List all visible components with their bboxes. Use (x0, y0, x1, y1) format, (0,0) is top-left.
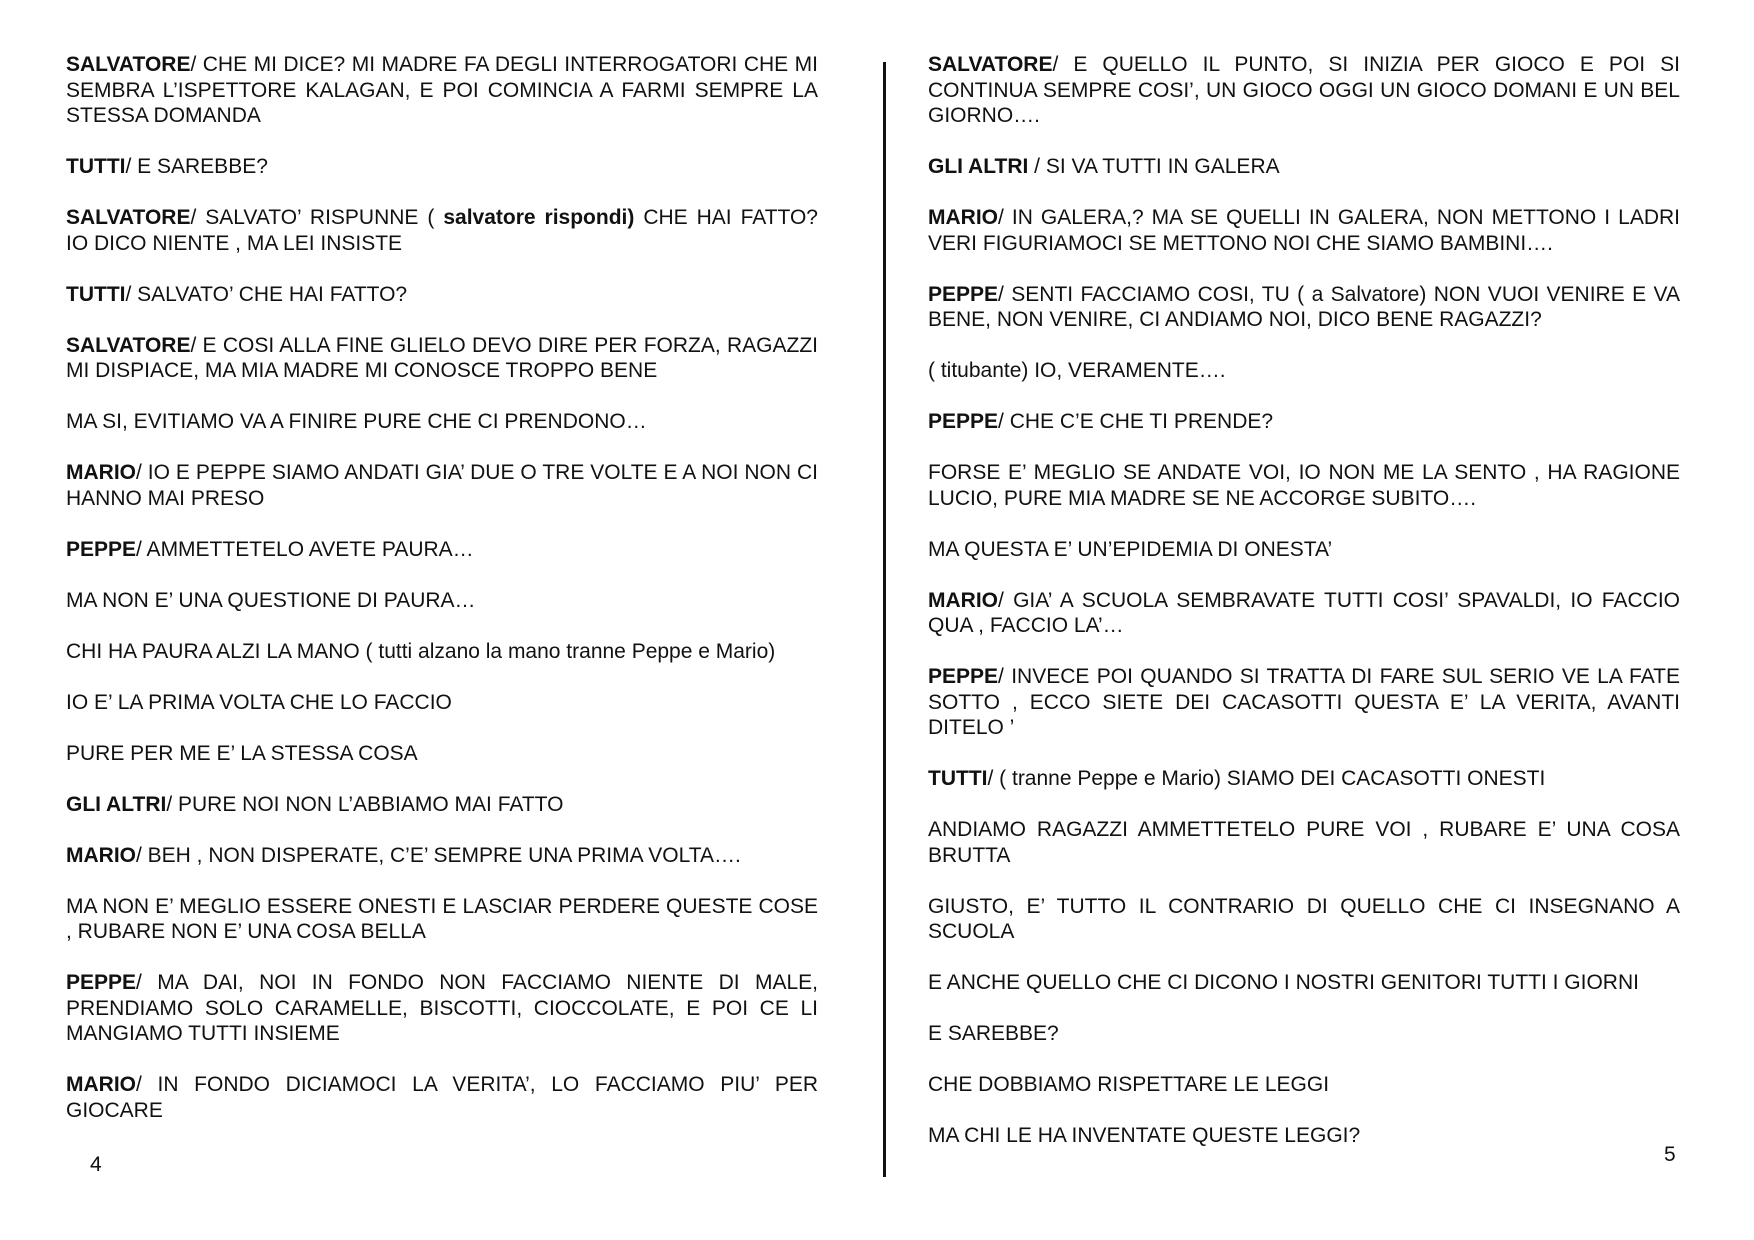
dialogue-line (66, 52, 818, 129)
dialogue-line (66, 970, 818, 1047)
dialogue-line (66, 409, 818, 435)
line-text: ANDIAMO RAGAZZI AMMETTETELO PURE VOI , RUBARE E’ UNA COSA BRUTTA (928, 818, 1680, 867)
stage-direction-bold: salvatore rispondi) (443, 206, 635, 229)
dialogue-line (928, 1072, 1680, 1098)
page-divider (883, 62, 886, 1177)
line-text: E ANCHE QUELLO CHE CI DICONO I NOSTRI GENITORI TUTTI I GIORNI (928, 971, 1639, 994)
line-text: / MA DAI, NOI IN FONDO NON FACCIAMO NIENTE DI MALE, PRENDIAMO SOLO CARAMELLE, BISCOTTI, CIOCCOLATE, E POI CE LI MANGIAMO TUTTI INSIEME (66, 971, 818, 1045)
line-text: / SALVATO’ CHE HAI FATTO? (125, 282, 408, 306)
line-text: / AMMETTETELO AVETE PAURA… (136, 537, 474, 561)
line-text: PURE PER ME E’ LA STESSA COSA (66, 741, 418, 765)
line-text: CHE DOBBIAMO RISPETTARE LE LEGGI (928, 1073, 1330, 1096)
dialogue-line (66, 333, 818, 384)
speaker-name: MARIO (928, 588, 998, 612)
line-text: / ( tranne Peppe e Mario) SIAMO DEI CACASOTTI ONESTI (987, 767, 1546, 790)
line-text: MA NON E’ MEGLIO ESSERE ONESTI E LASCIAR PERDERE QUESTE COSE , RUBARE NON E’ UNA COSA BELLA (66, 894, 818, 943)
line-text: MA NON E’ UNA QUESTIONE DI PAURA… (66, 588, 476, 612)
speaker-name: GLI ALTRI (66, 792, 167, 816)
line-text: / CHE MI DICE? MI MADRE FA DEGLI INTERROGATORI CHE MI SEMBRA L’ISPETTORE KALAGAN, E POI COMINCIA A FARMI SEMPRE LA STESSA DOMANDA (66, 53, 818, 127)
speaker-name: GLI ALTRI (928, 155, 1029, 178)
speaker-name: MARIO (66, 461, 136, 484)
dialogue-line (66, 282, 818, 308)
dialogue-line (66, 690, 818, 716)
dialogue-line (928, 460, 1680, 511)
dialogue-line (928, 970, 1680, 996)
line-text: GIUSTO, E’ TUTTO IL CONTRARIO DI QUELLO CHE CI INSEGNANO A SCUOLA (928, 894, 1680, 943)
line-text: / GIA’ A SCUOLA SEMBRAVATE TUTTI COSI’ SPAVALDI, IO FACCIO QUA , FACCIO LA’… (928, 588, 1680, 637)
dialogue-line (66, 894, 818, 945)
speaker-name: TUTTI (66, 282, 126, 306)
speaker-name: PEPPE (66, 971, 137, 994)
line-text: MA QUESTA E’ UN’EPIDEMIA DI ONESTA’ (928, 537, 1333, 561)
line-text: / IO E PEPPE SIAMO ANDATI GIA’ DUE O TRE VOLTE E A NOI NON CI HANNO MAI PRESO (66, 461, 818, 510)
line-text: / E QUELLO IL PUNTO, SI INIZIA PER GIOCO E POI SI CONTINUA SEMPRE COSI’, UN GIOCO OGGI UN GIOCO DOMANI E UN BEL GIORNO…. (928, 53, 1680, 127)
page-number-right: 5 (1664, 1143, 1676, 1166)
dialogue-line (928, 664, 1680, 741)
speaker-name: TUTTI (928, 767, 988, 790)
speaker-name: MARIO (928, 206, 998, 229)
speaker-name: SALVATORE (66, 333, 191, 357)
dialogue-line (928, 282, 1680, 333)
line-text: / CHE C’E CHE TI PRENDE? (998, 410, 1274, 433)
line-text: / IN FONDO DICIAMOCI LA VERITA’, LO FACCIAMO PIU’ PER GIOCARE (66, 1073, 818, 1122)
line-text: ( titubante) IO, VERAMENTE…. (928, 359, 1226, 382)
dialogue-line (928, 52, 1680, 129)
dialogue-line (928, 154, 1680, 180)
line-text: / PURE NOI NON L’ABBIAMO MAI FATTO (166, 792, 564, 816)
dialogue-line (66, 588, 818, 614)
dialogue-line (66, 792, 818, 818)
dialogue-line (66, 1072, 818, 1123)
dialogue-line (66, 460, 818, 511)
line-text: / SENTI FACCIAMO COSI, TU ( a Salvatore) NON VUOI VENIRE E VA BENE, NON VENIRE, CI ANDIAMO NOI, DICO BENE RAGAZZI? (928, 282, 1680, 331)
speaker-name: TUTTI (66, 155, 126, 178)
dialogue-line (928, 766, 1680, 792)
dialogue-line (928, 205, 1680, 256)
dialogue-line (928, 358, 1680, 384)
line-text: / BEH , NON DISPERATE, C’E’ SEMPRE UNA PRIMA VOLTA…. (136, 843, 741, 867)
dialogue-line (928, 1021, 1680, 1047)
dialogue-line (928, 537, 1680, 563)
speaker-name: MARIO (66, 1073, 136, 1096)
dialogue-line (66, 154, 818, 180)
dialogue-line (66, 639, 818, 665)
line-text: FORSE E’ MEGLIO SE ANDATE VOI, IO NON ME LA SENTO , HA RAGIONE LUCIO, PURE MIA MADRE SE NE ACCORGE SUBITO…. (928, 461, 1680, 510)
dialogue-line (928, 894, 1680, 945)
line-text: / SI VA TUTTI IN GALERA (1028, 155, 1280, 178)
line-text: / SALVATO’ RISPUNNE ( (190, 206, 444, 229)
right-page-column (928, 52, 1680, 1174)
dialogue-line (928, 409, 1680, 435)
line-text: / E COSI ALLA FINE GLIELO DEVO DIRE PER FORZA, RAGAZZI MI DISPIACE, MA MIA MADRE MI CONOSCE TROPPO BENE (66, 333, 818, 382)
line-text: / INVECE POI QUANDO SI TRATTA DI FARE SUL SERIO VE LA FATE SOTTO , ECCO SIETE DEI CACASOTTI QUESTA E’ LA VERITA, AVANTI DITELO ’ (928, 665, 1680, 739)
line-text: CHI HA PAURA ALZI LA MANO ( tutti alzano la mano tranne Peppe e Mario) (66, 639, 776, 663)
line-text: MA CHI LE HA INVENTATE QUESTE LEGGI? (928, 1124, 1361, 1147)
dialogue-line (66, 537, 818, 563)
dialogue-line (66, 205, 818, 256)
line-text: / E SAREBBE? (125, 155, 268, 178)
dialogue-line (928, 588, 1680, 639)
speaker-name: PEPPE (66, 537, 137, 561)
dialogue-line (66, 741, 818, 767)
dialogue-line (66, 843, 818, 869)
speaker-name: SALVATORE (66, 206, 191, 229)
line-text: MA SI, EVITIAMO VA A FINIRE PURE CHE CI PRENDONO… (66, 410, 647, 433)
speaker-name: PEPPE (928, 282, 999, 306)
speaker-name: PEPPE (928, 410, 999, 433)
speaker-name: SALVATORE (928, 53, 1053, 76)
speaker-name: MARIO (66, 843, 136, 867)
line-text: CHE HAI FATTO? IO DICO NIENTE , MA LEI INSISTE (66, 206, 818, 255)
left-page-column (66, 52, 818, 1149)
speaker-name: PEPPE (928, 665, 999, 688)
dialogue-line (928, 1123, 1680, 1149)
page-number-left: 4 (90, 1153, 102, 1176)
speaker-name: SALVATORE (66, 53, 191, 76)
line-text: / IN GALERA,? MA SE QUELLI IN GALERA, NON METTONO I LADRI VERI FIGURIAMOCI SE METTONO NOI CHE SIAMO BAMBINI…. (928, 206, 1680, 255)
line-text: IO E’ LA PRIMA VOLTA CHE LO FACCIO (66, 690, 452, 714)
dialogue-line (928, 817, 1680, 868)
line-text: E SAREBBE? (928, 1022, 1059, 1045)
